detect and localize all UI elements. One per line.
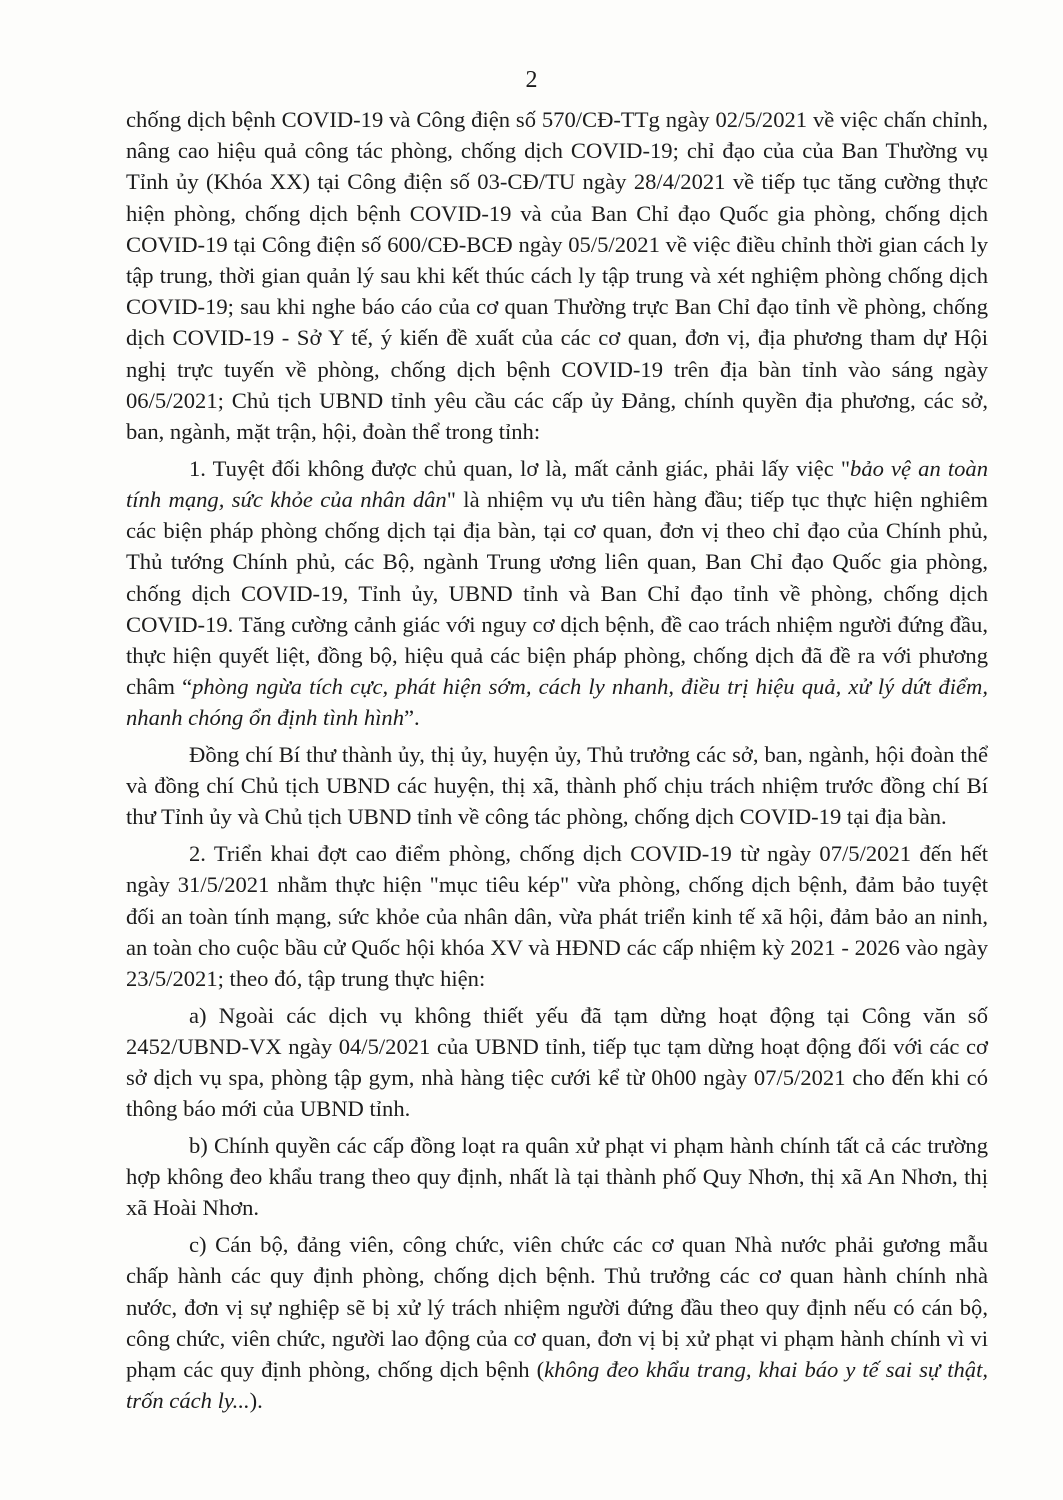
paragraph-intro bbox=[126, 104, 988, 447]
paragraph-item-2c bbox=[126, 1229, 988, 1416]
italic-segment: không đeo khẩu trang, khai báo y tế sai sự thật, trốn cách ly... bbox=[126, 1356, 988, 1414]
text-segment: b) Chính quyền các cấp đồng loạt ra quân xử phạt vi phạm hành chính tất cả các trường hợp không đeo khẩu trang theo quy định, nhất là tại thành phố Quy Nhơn, thị xã An Nhơn, thị xã Hoài Nhơn. bbox=[126, 1133, 988, 1221]
text-segment: chống dịch bệnh COVID-19 và Công điện số 570/CĐ-TTg ngày 02/5/2021 về việc chấn chỉnh, nâng cao hiệu quả công tác phòng, chống dịch COVID-19; chỉ đạo của của Ban Thường vụ Tỉnh ủy (Khóa XX) tại Công điện số 03-CĐ/TU ngày 28/4/2021 về tiếp tục tăng cường thực hiện phòng, chống dịch bệnh COVID-19 và của Ban Chỉ đạo Quốc gia phòng, chống dịch COVID-19 tại Công điện số 600/CĐ-BCĐ ngày 05/5/2021 về việc điều chỉnh thời gian cách ly tập trung, thời gian quản lý sau khi kết thúc cách ly tập trung và xét nghiệm phòng chống dịch COVID-19; sau khi nghe báo cáo của cơ quan Thường trực Ban Chỉ đạo tỉnh về phòng, chống dịch COVID-19 - Sở Y tế, ý kiến đề xuất của các cơ quan, đơn vị, địa phương tham dự Hội nghị trực tuyến về phòng, chống dịch bệnh COVID-19 trên địa bàn tỉnh vào sáng ngày 06/5/2021; Chủ tịch UBND tỉnh yêu cầu các cấp ủy Đảng, chính quyền địa phương, các sở, ban, ngành, mặt trận, hội, đoàn thể trong tỉnh: bbox=[126, 107, 988, 445]
text-segment: ”. bbox=[404, 705, 420, 731]
paragraph-item-2b bbox=[126, 1130, 988, 1224]
paragraph-item-1 bbox=[126, 453, 988, 734]
paragraph-item-2 bbox=[126, 838, 988, 994]
text-segment: ). bbox=[249, 1388, 263, 1414]
text-segment: 2. Triển khai đợt cao điểm phòng, chống dịch COVID-19 từ ngày 07/5/2021 đến hết ngày 31/5/2021 nhằm thực hiện "mục tiêu kép" vừa phòng, chống dịch bệnh, đảm bảo tuyệt đối an toàn tính mạng, sức khỏe của nhân dân, vừa phát triển kinh tế xã hội, đảm bảo an ninh, an toàn cho cuộc bầu cử Quốc hội khóa XV và HĐND các cấp nhiệm kỳ 2021 - 2026 vào ngày 23/5/2021; theo đó, tập trung thực hiện: bbox=[126, 841, 988, 991]
text-segment: " là nhiệm vụ ưu tiên hàng đầu; tiếp tục thực hiện nghiêm các biện pháp phòng chống dịch tại địa bàn, tại cơ quan, đơn vị theo chỉ đạo của Chính phủ, Thủ tướng Chính phủ, các Bộ, ngành Trung ương liên quan, Ban Chỉ đạo Quốc gia phòng, chống dịch COVID-19, Tỉnh ủy, UBND tỉnh và Ban Chỉ đạo tỉnh về phòng, chống dịch COVID-19. Tăng cường cảnh giác với nguy cơ dịch bệnh, đề cao trách nhiệm người đứng đầu, thực hiện quyết liệt, đồng bộ, hiệu quả các biện pháp phòng, chống dịch đã đề ra với phương châm “ bbox=[126, 486, 988, 700]
text-segment: 1. Tuyệt đối không được chủ quan, lơ là, mất cảnh giác, phải lấy việc " bbox=[189, 455, 851, 481]
text-segment: a) Ngoài các dịch vụ không thiết yếu đã tạm dừng hoạt động tại Công văn số 2452/UBND-VX ngày 04/5/2021 của UBND tỉnh, tiếp tục tạm dừng hoạt động đối với các cơ sở dịch vụ spa, phòng tập gym, nhà hàng tiệc cưới kể từ 0h00 ngày 07/5/2021 cho đến khi có thông báo mới của UBND tỉnh. bbox=[126, 1002, 988, 1122]
paragraph-item-1-responsibility bbox=[126, 739, 988, 833]
text-segment: c) Cán bộ, đảng viên, công chức, viên chức các cơ quan Nhà nước phải gương mẫu chấp hành các quy định phòng, chống dịch bệnh. Thủ trưởng các cơ quan hành chính nhà nước, đơn vị sự nghiệp sẽ bị xử lý trách nhiệm người đứng đầu theo quy định nếu có cán bộ, công chức, viên chức, người lao động của cơ quan, đơn vị bị xử phạt vi phạm hành chính vì vi phạm các quy định phòng, chống dịch bệnh ( bbox=[126, 1232, 988, 1382]
text-segment: Đồng chí Bí thư thành ủy, thị ủy, huyện ủy, Thủ trưởng các sở, ban, ngành, hội đoàn thể và đồng chí Chủ tịch UBND các huyện, thị xã, thành phố chịu trách nhiệm trước đồng chí Bí thư Tỉnh ủy và Chủ tịch UBND tỉnh về công tác phòng, chống dịch COVID-19 tại địa bàn. bbox=[126, 742, 988, 830]
paragraph-item-2a bbox=[126, 1000, 988, 1125]
italic-segment: bảo vệ an toàn tính mạng, sức khỏe của nhân dân bbox=[126, 455, 988, 512]
document-body bbox=[126, 104, 988, 1416]
italic-segment: phòng ngừa tích cực, phát hiện sớm, cách ly nhanh, điều trị hiệu quả, xử lý dứt điểm, nhanh chóng ổn định tình hình bbox=[126, 674, 988, 731]
page-number: 2 bbox=[525, 67, 538, 93]
